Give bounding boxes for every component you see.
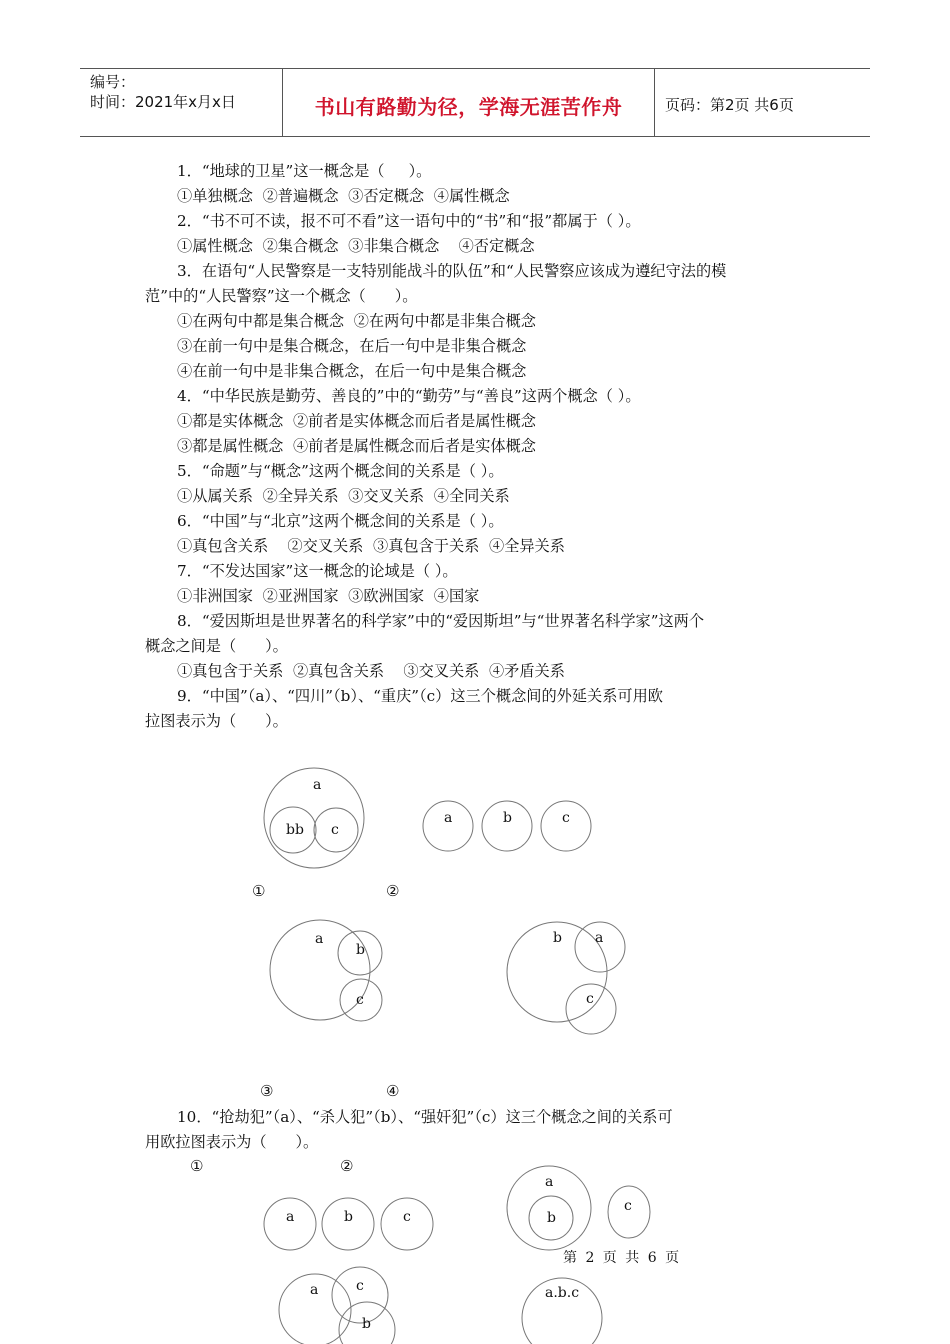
q9-d2-circle-a (423, 801, 473, 851)
q10-d3-label-b: b (362, 1316, 371, 1332)
q1-stem: 1．“地球的卫星”这一概念是（ ）。 (177, 162, 432, 180)
header-motto: 书山有路勤为径，学海无涯苦作舟 (283, 69, 655, 136)
q9-stem-line1: 9．“中国”（a）、“四川”（b）、“重庆”（c）这三个概念间的外延关系可用欧 (177, 687, 663, 705)
q10-d1-label-a: a (286, 1209, 295, 1225)
q10-d3-label-a: a (310, 1282, 319, 1298)
q9-d2-label-b: b (503, 810, 512, 826)
q10-d3-circle-c (332, 1267, 388, 1323)
q4-options-1: ①都是实体概念 ②前者是实体概念而后者是属性概念 (177, 412, 536, 430)
q6-options: ①真包含关系 ②交叉关系 ③真包含于关系 ④全异关系 (177, 537, 565, 555)
q8-options: ①真包含于关系 ②真包含关系 ③交叉关系 ④矛盾关系 (177, 662, 565, 680)
q10-d1-label-c: c (403, 1209, 411, 1225)
q10-d2-label-a: a (545, 1174, 554, 1190)
q9-mark-1: ① (252, 882, 266, 900)
q3-stem-line1: 3．在语句“人民警察是一支特别能战斗的队伍”和“人民警察应该成为遵纪守法的模 (177, 262, 727, 280)
q10-d4-label-abc: a.b.c (545, 1285, 580, 1301)
q9-mark-2: ② (386, 882, 400, 900)
q9-d1-label-b: bb (286, 822, 304, 838)
q10-d2-label-c: c (624, 1198, 632, 1214)
q5-options: ①从属关系 ②全异关系 ③交叉关系 ④全同关系 (177, 487, 510, 505)
q9-d4-label-a: a (595, 930, 604, 946)
q3-stem-line2: 范”中的“人民警察”这一个概念（ ）。 (145, 287, 418, 305)
q5-stem: 5．“命题”与“概念”这两个概念间的关系是（ ）。 (177, 462, 504, 480)
q8-stem-line2: 概念之间是（ ）。 (145, 637, 288, 655)
q9-d3-label-c: c (356, 992, 364, 1008)
q9-d2-circle-c (541, 801, 591, 851)
time-label: 时间：2021年x月x日 (90, 93, 236, 111)
q9-d4-label-c: c (586, 991, 594, 1007)
header-page-info: 页码：第2页 共6页 (665, 96, 794, 114)
q3-options-3: ④在前一句中是非集合概念，在后一句中是集合概念 (177, 362, 527, 380)
q9-d2-circle-b (482, 801, 532, 851)
q8-stem-line1: 8．“爱因斯坦是世界著名的科学家”中的“爱因斯坦”与“世界著名科学家”这两个 (177, 612, 705, 630)
q7-options: ①非洲国家 ②亚洲国家 ③欧洲国家 ④国家 (177, 587, 480, 605)
q3-options-1: ①在两句中都是集合概念 ②在两句中都是非集合概念 (177, 312, 536, 330)
q9-d1-label-c: c (331, 822, 339, 838)
q9-d3-label-a: a (315, 931, 324, 947)
q9-mark-4: ④ (386, 1082, 400, 1100)
q9-mark-3: ③ (260, 1082, 274, 1100)
q10-d1-label-b: b (344, 1209, 353, 1225)
q10-mark-2: ② (340, 1157, 354, 1175)
q7-stem: 7．“不发达国家”这一概念的论域是（ ）。 (177, 562, 458, 580)
q1-options: ①单独概念 ②普遍概念 ③否定概念 ④属性概念 (177, 187, 510, 205)
q10-stem-line2: 用欧拉图表示为（ ）。 (145, 1133, 319, 1151)
page-footer: 第 2 页 共 6 页 (563, 1250, 682, 1266)
q2-stem: 2．“书不可不读，报不可不看”这一语句中的“书”和“报”都属于（ ）。 (177, 212, 641, 230)
q3-options-2: ③在前一句中是集合概念，在后一句中是非集合概念 (177, 337, 527, 355)
q10-stem-line1: 10．“抢劫犯”（a）、“杀人犯”（b）、“强奸犯”（c）这三个概念之间的关系可 (177, 1108, 673, 1126)
q4-options-2: ③都是属性概念 ④前者是属性概念而后者是实体概念 (177, 437, 536, 455)
q2-options: ①属性概念 ②集合概念 ③非集合概念 ④否定概念 (177, 237, 535, 255)
code-label: 编号： (90, 73, 136, 91)
q10-d3-label-c: c (356, 1278, 364, 1294)
q9-d2-label-c: c (562, 810, 570, 826)
q10-mark-1: ① (190, 1157, 204, 1175)
q9-d3-label-b: b (356, 942, 365, 958)
q10-d2-label-b: b (547, 1210, 556, 1226)
q9-d1-label-a: a (313, 777, 322, 793)
q9-d2-label-a: a (444, 810, 453, 826)
q4-stem: 4．“中华民族是勤劳、善良的”中的“勤劳”与“善良”这两个概念（ ）。 (177, 387, 641, 405)
q9-d4-label-b: b (553, 930, 562, 946)
q9-stem-line2: 拉图表示为（ ）。 (145, 712, 288, 730)
q6-stem: 6．“中国”与“北京”这两个概念间的关系是（ ）。 (177, 512, 504, 530)
